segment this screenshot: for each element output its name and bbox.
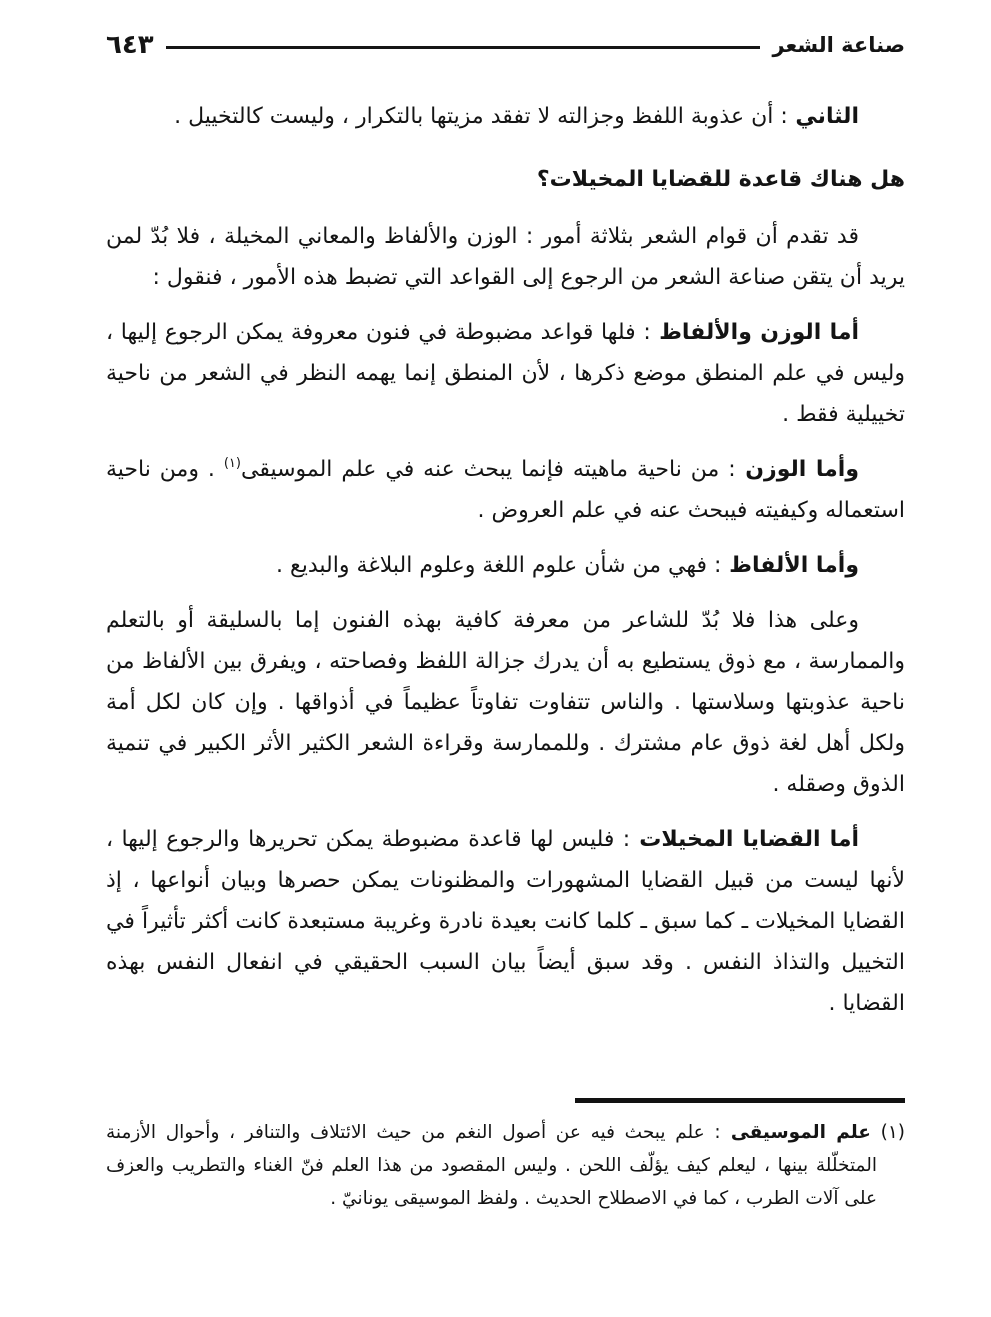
paragraph-text: : فلها قواعد مضبوطة في فنون معروفة يمكن الرجوع إليها ، وليس في علم المنطق موضع ذكرها ، لأن المنطق إنما يهمه النظر في الشعر من ناحية تخييلية فقط . bbox=[106, 320, 905, 427]
footnote-ref-1: (١) bbox=[223, 456, 241, 471]
paragraph-text: : فليس لها قاعدة مضبوطة يمكن تحريرها والرجوع إليها ، لأنها ليست من قبيل القضايا المشهورات والمظنونات يمكن حصرها وبيان أنواعها ، إذ القضايا المخيلات ـ كما سبق ـ كلما كانت بعيدة نادرة وغريبة مستبعدة كانت أكثر تأثيراً في التخييل والتذاذ النفس . وقد سبق أيضاً بيان السبب الحقيقي في انفعال النفس بهذه القضايا . bbox=[106, 827, 905, 1016]
header-rule bbox=[166, 46, 761, 49]
paragraph-text: : من ناحية ماهيته فإنما يبحث عنه في علم الموسيقى bbox=[240, 457, 736, 482]
section-heading: هل هناك قاعدة للقضايا المخيلات؟ bbox=[536, 167, 905, 192]
paragraph-lead: الثاني bbox=[787, 104, 859, 129]
paragraph-text: قد تقدم أن قوام الشعر بثلاثة أمور : الوزن والألفاظ والمعاني المخيلة ، فلا بُدّ لمن يريد أن يتقن صناعة الشعر من الرجوع إلى القواعد التي تضبط هذه الأمور ، فنقول : bbox=[106, 224, 905, 290]
page-header bbox=[106, 30, 905, 60]
paragraph-lead: وأما الألفاظ bbox=[721, 553, 859, 578]
footnote-term: علم الموسيقى bbox=[720, 1122, 871, 1143]
paragraph-imaginative-propositions bbox=[106, 819, 905, 1024]
paragraph-lead: أما القضايا المخيلات bbox=[630, 827, 860, 852]
footnote bbox=[106, 1116, 905, 1215]
footnote-separator-rule bbox=[575, 1098, 905, 1103]
footnote-marker: (١) bbox=[870, 1122, 905, 1143]
footnote-area bbox=[106, 1098, 905, 1215]
page-number: ٦٤٣ bbox=[106, 30, 154, 60]
page-body bbox=[106, 96, 905, 1024]
paragraph-lead: أما الوزن والألفاظ bbox=[650, 320, 859, 345]
paragraph-text: . ومن ناحية استعماله وكيفيته فيبحث عنه في علم العروض . bbox=[106, 457, 905, 523]
paragraph-taste bbox=[106, 600, 905, 805]
paragraph-second-point bbox=[106, 96, 905, 137]
footnote-text: : علم يبحث فيه عن أصول النغم من حيث الائتلاف والتنافر ، وأحوال الأزمنة المتخلّلة بينها ، ليعلم كيف يؤلّف اللحن . وليس المقصود من هذا العلم فنّ الغناء والتطريب والعزف على آلات الطرب ، كما في الاصطلاح الحديث . ولفظ الموسيقى يونانيّ . bbox=[106, 1122, 877, 1209]
paragraph-text: وعلى هذا فلا بُدّ للشاعر من معرفة كافية بهذه الفنون إما بالسليقة أو بالتعلم والممارسة ، مع ذوق يستطيع به أن يدرك جزالة اللفظ وفصاحته ، ويفرق بين الألفاظ من ناحية عذوبتها وسلاستها . والناس تتفاوت تفاوتاً عظيماً في أذواقها . وإن كان لكل أمة ولكل أهل لغة ذوق عام مشترك . وللممارسة وقراءة الشعر الكثير الأثر الكبير في تنمية الذوق وصقله . bbox=[106, 608, 905, 797]
paragraph-meter-and-words bbox=[106, 312, 905, 435]
paragraph-lead: وأما الوزن bbox=[735, 457, 860, 482]
paragraph-intro bbox=[106, 216, 905, 298]
paragraph-text: : فهي من شأن علوم اللغة وعلوم البلاغة والبديع . bbox=[276, 553, 722, 578]
paragraph-text: : أن عذوبة اللفظ وجزالته لا تفقد مزيتها بالتكرار ، وليست كالتخييل . bbox=[174, 104, 788, 129]
paragraph-words bbox=[106, 545, 905, 586]
running-title: صناعة الشعر bbox=[772, 33, 905, 57]
paragraph-meter bbox=[106, 449, 905, 531]
